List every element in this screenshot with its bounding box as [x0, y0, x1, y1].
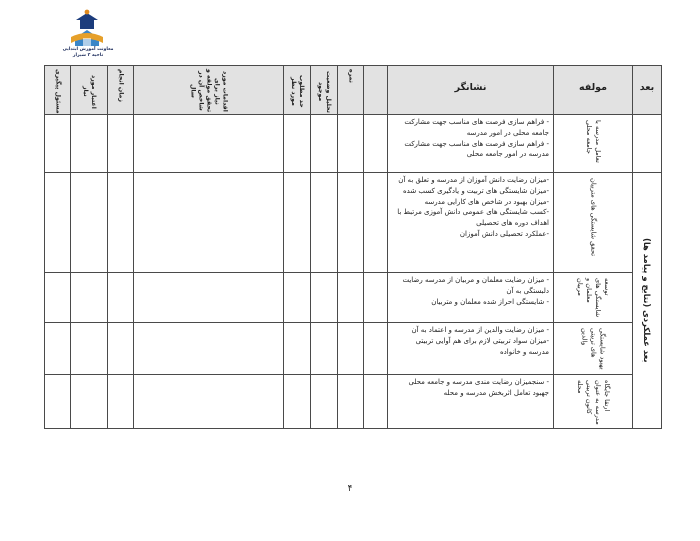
header-credit: اعتبار مورد نیاز — [71, 66, 108, 115]
indicator-cell: -میزان رضایت دانش آموزان از مدرسه و تعلق به آن -میزان شایستگی های تربیت و یادگیری کسب شده -میزان بهبود در شاخص های کارایی مدرسه -کسب شایستگی های عمومی دانش آموزی مرتبط با اهداف دوره های تحصیلی -عملکرد تحصیلی دانش آموزان — [388, 173, 554, 273]
header-actions: اقدامات مورد نیاز برای تحقق مولفه و شاخص آن در سال — [134, 66, 284, 115]
header-dimension: بعد — [633, 66, 662, 115]
header-time: زمان انجام — [108, 66, 134, 115]
dimension-cell-top — [633, 115, 662, 173]
table-row — [45, 323, 662, 375]
page-number: ۴ — [347, 484, 353, 494]
header-current-status: تحلیل وضعیت موجود — [311, 66, 338, 115]
header-indicator: نشانگر — [388, 66, 554, 115]
logo-caption-line2: ناحیه ۲ شیراز — [72, 52, 104, 58]
table-row — [45, 375, 662, 429]
dimension-label: بعد عملکردی (نتایج و پیامد ها) — [642, 238, 652, 363]
indicator-cell: - میزان رضایت معلمان و مربیان از مدرسه رضایت دلبستگی به آن - شایستگی احراز شده معلمان و متربیان — [388, 273, 554, 323]
component-cell: ارتقا جایگاه مدرسه به عنوان کانون تربیتی محله — [554, 375, 633, 429]
header-empty — [364, 66, 388, 115]
indicator-cell: - سنجمیزان رضایت مندی مدرسه و جامعه محلی جهبود تعامل اثربخش مدرسه و محله — [388, 375, 554, 429]
header-responsible: مسئول پیگیری — [45, 66, 71, 115]
component-cell: بهبود شایستگی های تربیتی والدین — [554, 323, 633, 375]
table-row — [45, 273, 662, 323]
indicator-cell: - میزان رضایت والدین از مدرسه و اعتماد به آن -میزان سواد تربیتی لازم برای هم آوایی تربیتی مدرسه و خانواده — [388, 323, 554, 375]
indicator-cell: - فراهم سازی فرصت های مناسب جهت مشارکت جامعه محلی در امور مدرسه - فراهم سازی فرصت های مناسب جهت مشارکت مدرسه در امور جامعه محلی — [388, 115, 554, 173]
logo-caption-line1: معاونت آموزش ابتدایی — [62, 47, 114, 52]
evaluation-table — [44, 65, 662, 429]
header-desired-status: حد مطلوب مورد نظر — [284, 66, 311, 115]
component-cell: توسعه شایستگی های معلمان و مربیان — [554, 273, 633, 323]
header-score: نمره — [338, 66, 364, 115]
component-cell: تحقق شایستگی های متربیان — [554, 173, 633, 273]
component-cell: تعامل مدرسه با جامعه محلی — [554, 115, 633, 173]
dimension-cell — [633, 173, 662, 429]
table-row — [45, 115, 662, 173]
header-component: مولفه — [554, 66, 633, 115]
logo-caption — [50, 47, 126, 58]
table-header-row — [45, 66, 662, 115]
table-row — [45, 173, 662, 273]
